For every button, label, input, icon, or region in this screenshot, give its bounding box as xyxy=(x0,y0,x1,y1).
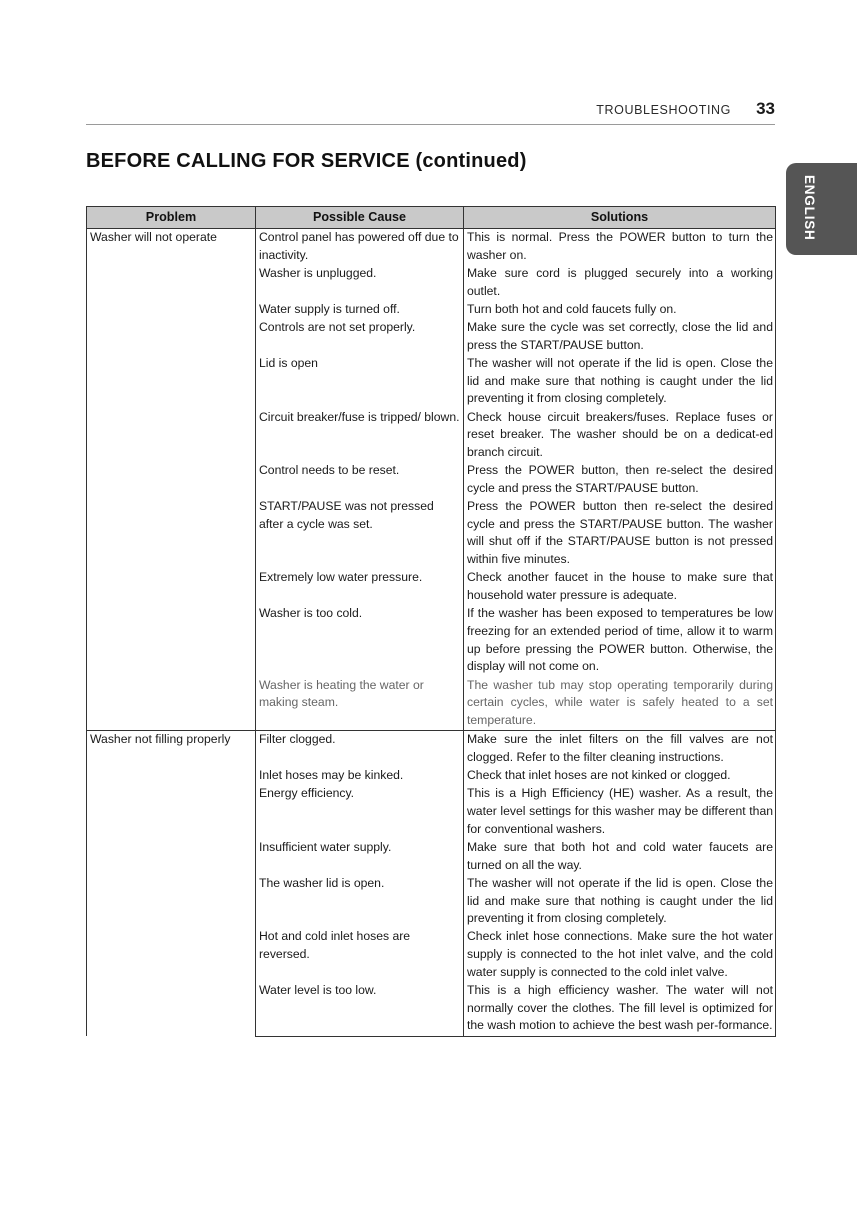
cause-cell: The washer lid is open. xyxy=(256,875,464,929)
solution-cell: If the washer has been exposed to temperatures be low freezing for an extended period of time, allow it to warm up before pressing the POWER button. Otherwise, the display will not come on. xyxy=(464,605,776,676)
page-number: 33 xyxy=(756,99,775,118)
solution-cell: Make sure the cycle was set correctly, close the lid and press the START/PAUSE button. xyxy=(464,319,776,355)
cause-cell: Extremely low water pressure. xyxy=(256,569,464,605)
column-header-solutions: Solutions xyxy=(464,207,776,229)
solution-cell: Turn both hot and cold faucets fully on. xyxy=(464,301,776,319)
solution-cell: Press the POWER button then re-select the desired cycle and press the START/PAUSE button. The washer will shut off if the START/PAUSE button is not pressed within five minutes. xyxy=(464,498,776,569)
cause-cell: Control needs to be reset. xyxy=(256,462,464,498)
section-name: TROUBLESHOOTING xyxy=(596,103,731,117)
solution-cell: This is a High Efficiency (HE) washer. As a result, the water level settings for this washer may be different than for conventional washers. xyxy=(464,785,776,839)
table-row xyxy=(87,229,776,265)
table-header-row xyxy=(87,207,776,229)
solution-cell: The washer will not operate if the lid is open. Close the lid and make sure that nothing is caught under the lid preventing it from closing completely. xyxy=(464,875,776,929)
cause-cell: Washer is unplugged. xyxy=(256,265,464,301)
cause-cell: Filter clogged. xyxy=(256,731,464,767)
cause-cell: Water level is too low. xyxy=(256,982,464,1036)
cause-cell: Hot and cold inlet hoses are reversed. xyxy=(256,928,464,982)
language-tab-label: ENGLISH xyxy=(802,175,817,241)
cause-cell: Circuit breaker/fuse is tripped/ blown. xyxy=(256,409,464,463)
cause-cell: Water supply is turned off. xyxy=(256,301,464,319)
column-header-problem: Problem xyxy=(87,207,256,229)
solution-cell: Make sure cord is plugged securely into a working outlet. xyxy=(464,265,776,301)
page-title: BEFORE CALLING FOR SERVICE (continued) xyxy=(86,150,527,172)
cause-cell: Controls are not set properly. xyxy=(256,319,464,355)
troubleshooting-table xyxy=(86,206,776,1037)
solution-cell: Check that inlet hoses are not kinked or clogged. xyxy=(464,767,776,785)
problem-cell: Washer not filling properly xyxy=(87,731,256,1036)
cause-cell: Insufficient water supply. xyxy=(256,839,464,875)
cause-cell: START/PAUSE was not pressed after a cycle was set. xyxy=(256,498,464,569)
solution-cell: The washer will not operate if the lid is open. Close the lid and make sure that nothing is caught under the lid preventing it from closing completely. xyxy=(464,355,776,409)
solution-cell: Make sure the inlet filters on the fill valves are not clogged. Refer to the filter cleaning instructions. xyxy=(464,731,776,767)
solution-cell: Check another faucet in the house to make sure that household water pressure is adequate. xyxy=(464,569,776,605)
cause-cell: Inlet hoses may be kinked. xyxy=(256,767,464,785)
page-header xyxy=(86,98,775,125)
solution-cell: The washer tub may stop operating temporarily during certain cycles, while water is safely heated to a set temperature. xyxy=(464,677,776,731)
cause-cell: Energy efficiency. xyxy=(256,785,464,839)
solution-cell: Make sure that both hot and cold water faucets are turned on all the way. xyxy=(464,839,776,875)
solution-cell: This is normal. Press the POWER button to turn the washer on. xyxy=(464,229,776,265)
column-header-possible-cause: Possible Cause xyxy=(256,207,464,229)
language-tab xyxy=(786,163,857,255)
cause-cell: Washer is too cold. xyxy=(256,605,464,676)
cause-cell: Control panel has powered off due to inactivity. xyxy=(256,229,464,265)
problem-cell: Washer will not operate xyxy=(87,229,256,731)
solution-cell: Check inlet hose connections. Make sure the hot water supply is connected to the hot inlet valve, and the cold water supply is connected to the cold inlet valve. xyxy=(464,928,776,982)
solution-cell: Press the POWER button, then re-select the desired cycle and press the START/PAUSE button. xyxy=(464,462,776,498)
solution-cell: Check house circuit breakers/fuses. Replace fuses or reset breaker. The washer should be on a dedicat-ed branch circuit. xyxy=(464,409,776,463)
cause-cell: Lid is open xyxy=(256,355,464,409)
cause-cell: Washer is heating the water or making steam. xyxy=(256,677,464,731)
solution-cell: This is a high efficiency washer. The water will not normally cover the clothes. The fill level is optimized for the wash motion to achieve the best wash per-formance. xyxy=(464,982,776,1036)
table-row xyxy=(87,731,776,767)
